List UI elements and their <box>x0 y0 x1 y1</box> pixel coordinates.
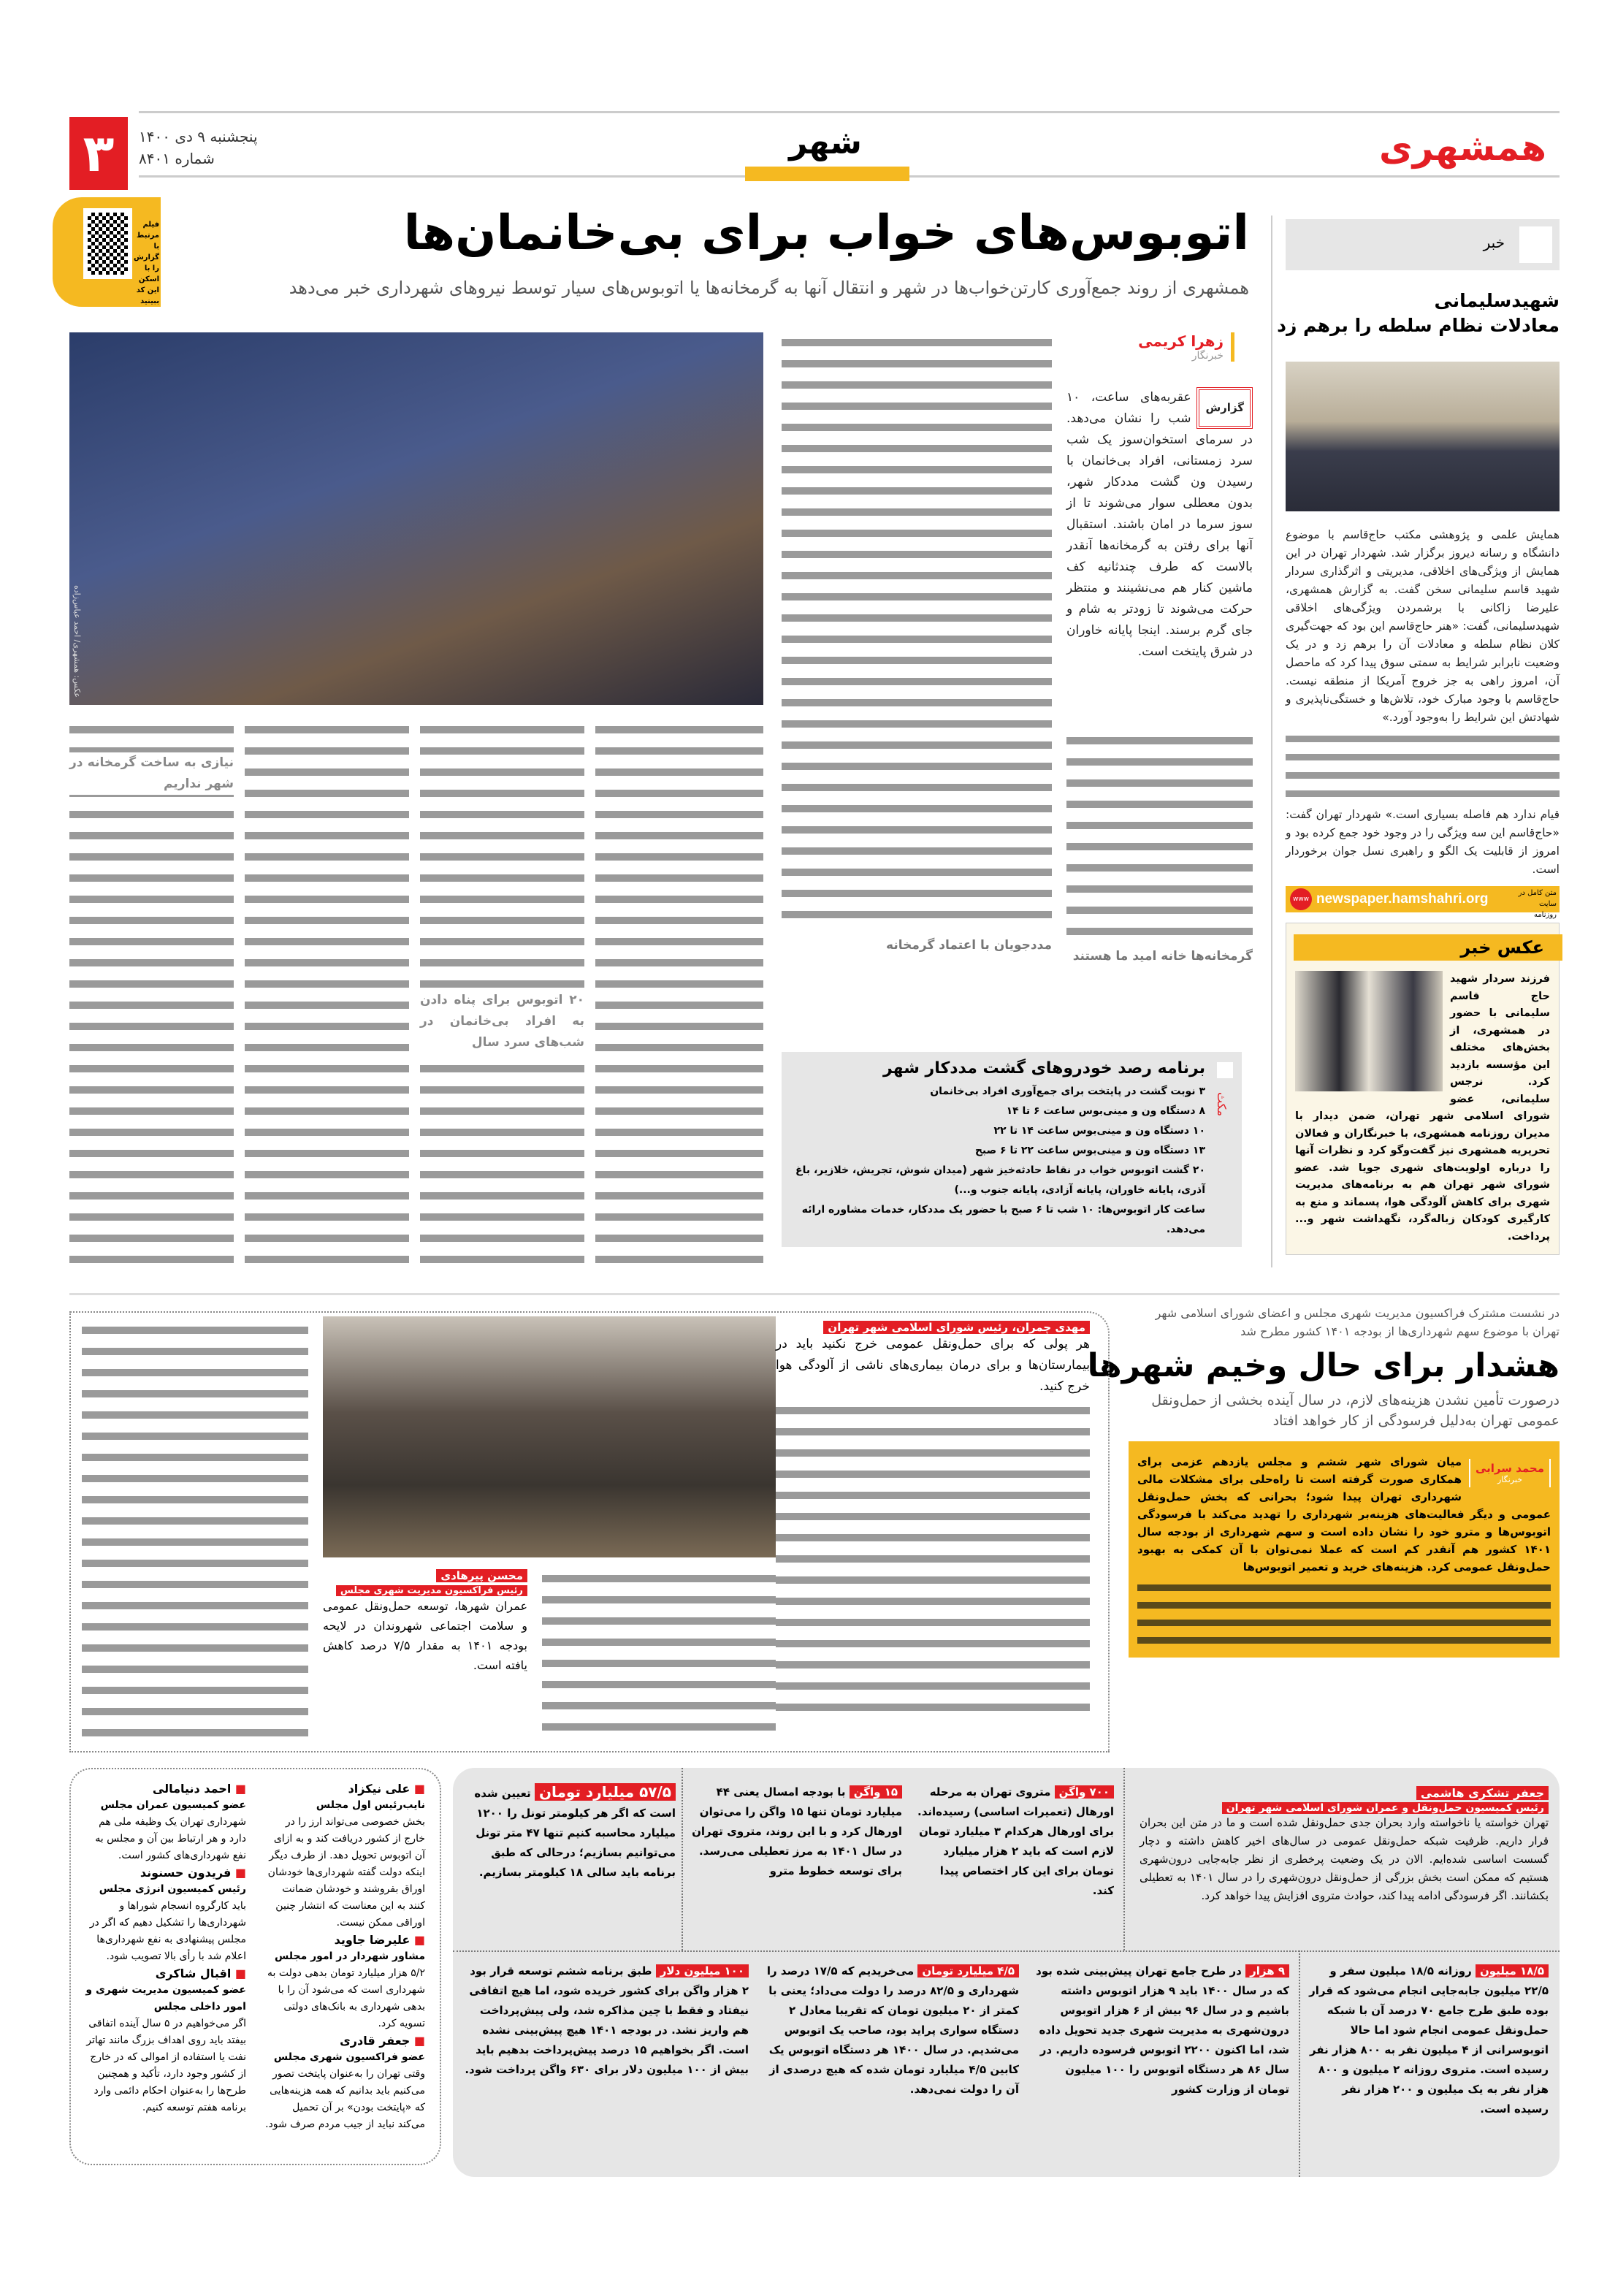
infobox-item: ۱۳ دستگاه ون و مینی‌بوس ساعت ۲۲ تا ۶ صبح <box>974 1145 1205 1156</box>
hashemi-quote <box>1140 1786 1549 1905</box>
infobox <box>782 1052 1242 1247</box>
stat-text: با بودجه امسال یعنی ۴۴ میلیارد تومان تنها ۱۵ واگن را می‌توان اورهال کرد و با این روند، متروی تهران در سال ۱۴۰۱ به مرز تعطیلی می‌رسد. برای توسعه خطوط مترو <box>692 1785 902 1877</box>
main-headline: اتوبوس‌های خواب برای بی‌خانمان‌ها <box>403 205 1249 261</box>
second-article <box>1087 1304 1560 1658</box>
mp-col-left <box>85 1780 246 2116</box>
sidebar-label-marker <box>1519 226 1552 263</box>
stat-highlight: ۹ هزار <box>1245 1964 1289 1977</box>
stats-divider <box>1299 1950 1300 2177</box>
mp-role: عضو فراکسیون شهری مجلس <box>273 2051 425 2063</box>
quote-chamran <box>776 1320 1090 1715</box>
second-kicker: در نشست مشترک فراکسیون مدیریت شهری مجلس و اعضای شورای اسلامی شهر تهران با موضوع سهم شهرداری‌ها از بودجه ۱۴۰۱ کشور مطرح شد <box>1155 1306 1560 1338</box>
stat-item <box>763 1961 1019 2099</box>
section-title: شهر <box>789 124 862 161</box>
mp-role: مشاور شهردار در امور مجلس <box>274 1950 425 1962</box>
mp-quotes-box <box>69 1768 441 2165</box>
photo-credit: عکس: همشهری/ احمد عباس‌زاده <box>72 585 82 698</box>
infobox-side-label: مکث <box>1215 1092 1229 1117</box>
second-subtitle: درصورت تأمین نشدن هزینه‌های لازم، در سال آینده بخشی از حمل‌ونقل عمومی تهران به‌دلیل فرسودگی از کار خواهد افتاد <box>1151 1392 1560 1429</box>
mp-quote: باید کارگروه انسجام شوراها و شهرداری‌ها را تشکیل دهیم که اگر در مجلس پیشنهادی به نفع شهرداری‌ها اعلام شد با رأی بالا تصویب شود. <box>89 1900 246 1962</box>
website-link-bar[interactable] <box>1286 886 1560 919</box>
article-column-3 <box>595 720 763 1275</box>
stat-text: تعیین شده است که اگر هر کیلومتر تونل را ۱۲۰۰ میلیارد محاسبه کنیم تنها ۴۷ متر تونل می‌توانیم بسازیم؛ درحالی که طبق برنامه باید سالی ۱۸ کیلومتر بسازیم. <box>474 1787 676 1879</box>
qr-callout <box>53 197 161 307</box>
second-author-role: خبرنگار <box>1497 1475 1522 1484</box>
infobox-title: برنامه رصد خودروهای گشت مددکار شهر <box>883 1059 1205 1078</box>
lead-text: عقربه‌های ساعت، ۱۰ شب را نشان می‌دهد. در سرمای استخوان‌سوز یک شب سرد زمستانی، افراد بی‌خانمان با رسیدن ون گشت مددکار شهر، بدون معطلی سوار می‌شوند تا از سوز سرما در امان باشند. استقبال آنها برای رفتن به گرمخانه‌ها آنقدر بالاست که طرف چندثانیه کف ماشین کنار هم می‌نشینند و منتظر حرکت می‌شوند تا زودتر به شام و جای گرم برسند. اینجا پایانه خاوران در شرق پایتخت است. <box>1066 390 1253 659</box>
quotes-box <box>69 1311 1110 1752</box>
stat-item <box>464 1782 676 1883</box>
quote-col-mid <box>542 1568 776 1744</box>
photo-news-text <box>1295 971 1550 1246</box>
mp-name: ■ علی نیکزاد <box>264 1780 425 1797</box>
stat-text: طبق برنامه ششم توسعه قرار بود ۲ هزار واگن برای کشور خریده شود، اما هیچ اتفاقی نیفتاد و فقط با چین مذاکره شد، ولی پیش‌پرداخت هم واریز نشد. در بودجه ۱۴۰۱ هیچ پیش‌بینی نشده است. اگر بخواهیم ۱۵ درصد پیش‌پرداخت بدهیم باید بیش از ۱۰۰ میلیون دلار برای ۶۳۰ واگن پرداخت شود. <box>465 1964 749 2076</box>
stats-divider <box>453 1950 1560 1952</box>
article-column-1-text <box>1066 731 1253 942</box>
mp-role: عضو کمیسیون عمران مجلس <box>100 1799 246 1811</box>
stat-highlight: ۱۵ واگن <box>850 1785 902 1799</box>
stat-item <box>464 1961 749 2080</box>
quote-pirhadi-text: عمران شهرها، توسعه حمل‌ونقل عمومی و سلامت اجتماعی شهروندان در لایحه بودجه ۱۴۰۱ به مقدار ۷/۵ درصد کاهش یافته است. <box>323 1599 527 1672</box>
photo-news-box <box>1286 923 1560 1255</box>
hashemi-role: رئیس کمیسیون حمل‌ونقل و عمران شورای اسلامی شهر تهران <box>1222 1802 1549 1814</box>
sidebar-body-cont <box>1286 730 1560 803</box>
author-name: زهرا کریمی <box>1138 332 1224 350</box>
quote-pirhadi-role: رئیس فراکسیون مدیریت شهری مجلس <box>336 1585 527 1596</box>
second-lead-box <box>1129 1441 1560 1658</box>
sidebar-flow <box>1286 526 1560 1255</box>
www-icon: www <box>1290 888 1312 910</box>
quote-col-left <box>82 1320 308 1744</box>
quote-pirhadi-name: محسن پیرهادی <box>436 1569 527 1582</box>
infobox-item: ۸ دستگاه ون و مینی‌بوس ساعت ۶ تا ۱۴ <box>1006 1105 1205 1117</box>
section-underline <box>745 167 909 181</box>
qr-code-icon[interactable] <box>83 208 132 279</box>
mp-name: ■ جعفر قادری <box>264 2032 425 2049</box>
website-link-label: متن کامل در سایت روزنامه <box>1518 889 1557 919</box>
date-text: پنجشنبه ۹ دی ۱۴۰۰ <box>139 128 258 145</box>
mp-quote: ۵/۲ هزار میلیارد تومان بدهی دولت به شهرداری است که می‌شود آن را با بدهی شهرداری به بانک‌های دولتی تسویه کرد. <box>267 1967 425 2029</box>
section-divider <box>69 1293 1560 1295</box>
stat-text: در طرح جامع تهران پیش‌بینی شده بود که در سال ۱۴۰۰ باید ۹ هزار اتوبوس داشته باشیم و در سال ۹۶ بیش از ۶ هزار اتوبوس درون‌شهری به مدیریت شهری جدید تحویل داده شد، اما اکنون ۲۲۰۰ اتوبوس فرسوده داریم. در سال ۸۶ هر دستگاه اتوبوس را ۱۰۰ میلیون تومان از وزارت کشور <box>1036 1964 1289 2096</box>
stat-text: متروی تهران به مرحله اورهال (تعمیرات اساسی) رسیده‌اند. برای اورهال هرکدام ۳ میلیارد تومان لازم است که باید ۲ هزار میلیارد تومان برای این کار اختصاص پیدا کند. <box>917 1785 1114 1897</box>
stat-text: می‌خریدیم که ۱۷/۵ درصد را شهرداری و ۸۲/۵ درصد را دولت می‌داد؛ یعنی با کمتر از ۲۰ میلیون تومان که تقریبا معادل ۲ دستگاه سواری پراید بود، صاحب یک اتوبوس می‌شدیم. در سال ۱۴۰۰ هر دستگاه اتوبوس یک کابین ۴/۵ میلیارد تومان شده که هیچ درصدی از آن را دولت نمی‌دهد. <box>766 1964 1019 2096</box>
article-column-5 <box>245 720 409 1275</box>
byline <box>1066 332 1256 362</box>
sidebar-body: همایش علمی و پژوهشی مکتب حاج‌قاسم با موضوع دانشگاه و رسانه دیروز برگزار شد. شهردار تهران در این همایش از ویژگی‌های اخلاقی، مدیریتی و اثرگذاری سردار شهید قاسم سلیمانی سخن گفت. به گزارش همشهری، علیرضا زاکانی با برشمردن ویژگی‌های اخلاقی شهیدسلیمانی، گفت: «هنر حاج‌قاسم این بود که جهت‌گیری کلان نظام سلطه و معادلات آن را برهم زد و در یک وضعیت نابرابر شرایط به سمتی سوق پیدا کرد که ماحصل آن، امروز راهی به جز خروج آمریکا از منطقه نیست. حاج‌قاسم با وجود مبارک خود، تلاش‌ها و خستگی‌ناپذیری و شهادتش این شرایط را به‌وجود آورد.» <box>1286 528 1560 724</box>
stats-divider <box>1123 1768 1125 1950</box>
article-lead <box>1066 387 1253 663</box>
bus-interior-photo <box>69 332 763 705</box>
header-rule-top <box>139 111 1560 113</box>
subhead-1: گرمخانه‌ها خانه امید ما هستند <box>1072 949 1253 964</box>
qr-caption: فیلم مرتبط با گزارش را با اسکن این کد ببینید <box>133 221 159 305</box>
mp-name: ■ فریدون حسنوند <box>85 1864 246 1881</box>
main-subtitle: همشهری از روند جمع‌آوری کارتن‌خواب‌ها در شهر و انتقال آنها به گرمخانه‌ها یا اتوبوس‌های سیار توسط نیروهای شهرداری خبر می‌دهد <box>289 278 1249 298</box>
author-role: خبرنگار <box>1191 350 1224 362</box>
stat-highlight: ۱۰۰ میلیون دلار <box>656 1964 749 1977</box>
hashemi-text: تهران خواسته یا ناخواسته وارد بحران جدی حمل‌ونقل شده است و ما در متن این بحران قرار داریم. ظرفیت شبکه حمل‌ونقل عمومی در سال‌های اخیر کاهش داشته و دچار گسست اساسی شده‌ایم. الان در یک وضعیت پرخطری از نظر جابه‌جایی درون‌شهری هستیم که ممکن است بخش بزرگی از حمل‌ونقل درون‌شهری را در سال ۱۴۰۱ به تعطیلی بکشانند. اگر فرسودگی ادامه پیدا کند، حوادث متروی افزایش پیدا خواهد کرد. <box>1140 1816 1549 1902</box>
stat-item <box>1034 1961 1289 2099</box>
mp-name: ■ اقبال شاکری <box>85 1965 246 1982</box>
article-column-6 <box>69 720 234 1275</box>
hashemi-name: جعفر تشکری هاشمی <box>1416 1786 1549 1800</box>
infobox-item: ۳ نوبت گشت در پایتخت برای جمع‌آوری افراد بی‌خانمان <box>930 1086 1205 1097</box>
sidebar-headline <box>1277 289 1560 338</box>
subhead-2: مددجویان با اعتماد گرمخانه <box>886 938 1052 953</box>
stats-box <box>453 1768 1560 2177</box>
quote-chamran-name: مهدی چمران، رئیس شورای اسلامی شهر تهران <box>823 1321 1090 1334</box>
stats-divider <box>682 1768 683 1950</box>
sidebar-label-box <box>1286 219 1560 270</box>
quote-chamran-cont <box>776 1400 1090 1715</box>
mp-role: رئیس کمیسیون انرژی مجلس <box>99 1883 246 1895</box>
sidebar-label: خبر <box>1483 234 1505 251</box>
page-number: ۳ <box>69 117 128 190</box>
mp-quote: اگر می‌خواهیم در ۵ سال آینده اتفاقی بیفتد باید روی اهداف بزرگ مانند تهاتر نفت یا استفاده از اموالی که در خارج از کشور وجود دارد، تأکید و همچنین طرح‌ها را به‌عنوان احکام دائمی وارد برنامه هفتم توسعه کنیم. <box>86 2018 246 2113</box>
sidebar-headline-line1: شهیدسلیمانی <box>1434 290 1560 311</box>
newspaper-logo[interactable]: همشهری <box>1378 126 1546 169</box>
quote-chamran-text: هر پولی که برای حمل‌ونقل عمومی خرج نکنید باید در بیمارستان‌ها و برای درمان بیماری‌های ناشی از آلودگی هوا خرج کنید. <box>776 1337 1090 1394</box>
stat-item <box>1308 1961 1549 2119</box>
stat-highlight: ۴/۵ میلیارد تومان <box>917 1964 1019 1977</box>
second-headline: هشدار برای حال وخیم شهرها <box>1087 1347 1560 1384</box>
second-author: محمد سرابی <box>1475 1462 1545 1475</box>
mp-role: نایب‌رئیس اول مجلس <box>316 1799 425 1811</box>
mp-quote: بخش خصوصی می‌تواند ارز را در خارج از کشور دریافت کند و به ازای آن اتوبوس تحویل دهد. از طرف دیگر اینکه دولت گفته شهرداری‌ها خودشان اوراق بفروشند و خودشان ضمانت کنند به این معناست که انتشار چنین اوراقی ممکن نیست. <box>267 1816 425 1929</box>
sidebar-photo <box>1286 362 1560 511</box>
infobox-list <box>789 1082 1205 1240</box>
photo-news-caption: فرزند سردار شهید حاج قاسم سلیمانی با حضور در همشهری، از بخش‌های مختلف این مؤسسه بازدید کرد. نرجس سلیمانی، عضو شورای اسلامی شهر تهران، ضمن دیدار با مدیران روزنامه همشهری، با خبرنگاران و فعالان تحریریه همشهری نیز گفت‌وگو کرد و نظرات آنها را درباره اولویت‌های شهری جویا شد. عضو شورای شهر تهران هم به برنامه‌های مدیریت شهری برای کاهش آلودگی هوا، پسماند و منع به کارگیری کودکان زباله‌گرد، نگهداشت شهر و... پرداخت. <box>1295 973 1550 1243</box>
sidebar-body-end: قیام ندارد هم فاصله بسیاری است.» شهردار تهران گفت: «حاج‌قاسم این سه ویژگی را در وجود خود جمع کرده بود و امروز از قابلیت یک الگو و راهبری نسل جوان برخوردار است. <box>1286 808 1560 876</box>
infobox-item: ساعت کار اتوبوس‌ها: ۱۰ شب تا ۶ صبح با حضور یک مددکار، خدمات مشاوره ارائه می‌دهد. <box>801 1204 1205 1235</box>
second-byline <box>1469 1459 1551 1487</box>
sidebar-headline-line2: معادلات نظام سلطه را برهم زد <box>1277 315 1560 336</box>
infobox-icon <box>1217 1062 1233 1078</box>
stat-text: روزانه ۱۸/۵ میلیون سفر و ۲۲/۵ میلیون جابه‌جایی انجام می‌شود که قرار بوده طبق طرح جامع ۷۰ درصد آن با شبکه حمل‌ونقل عمومی انجام شود اما حالا اتوبوسرانی از ۴ میلیون نفر به ۸۰۰ هزار نفر رسیده است. متروی روزانه ۲ میلیون و ۸۰۰ هزار نفر به یک میلیون و ۲۰۰ هزار نفر رسیده است. <box>1309 1964 1549 2116</box>
infobox-item: ۱۰ دستگاه ون و مینی‌بوس ساعت ۱۴ تا ۲۲ <box>993 1125 1205 1137</box>
stat-item <box>917 1782 1114 1901</box>
photo-news-image <box>1295 971 1443 1091</box>
mp-quote: شهرداری تهران یک وظیفه ملی هم دارد و هر ارتباط بین آن و مجلس به نفع شهرداری‌های کشور است. <box>95 1816 246 1861</box>
second-lead-cont <box>1137 1579 1551 1649</box>
stat-highlight: ۷۰۰ واگن <box>1055 1785 1114 1799</box>
mp-quote: وقتی تهران را به‌عنوان پایتخت تصور می‌کنیم باید بدانیم که همه هزینه‌هایی که «پایتخت بودن» بر آن تحمیل می‌کند نباید از جیب مردم صرف شود. <box>265 2068 425 2130</box>
council-meeting-photo <box>323 1316 776 1557</box>
website-link[interactable]: newspaper.hamshahri.org <box>1316 891 1489 907</box>
mp-role: عضو کمیسیون مدیریت شهری و امور داخلی مجلس <box>85 1984 246 2013</box>
subhead-4: نیازی به ساخت گرمخانه در شهر نداریم <box>69 752 234 795</box>
article-column-2-text <box>782 332 1052 931</box>
column-divider <box>1271 216 1272 1267</box>
mp-col-right <box>264 1780 425 2133</box>
infobox-item: ۲۰ گشت اتوبوس خواب در نقاط حادثه‌خیز شهر (میدان شوش، تجریش، خلازیر، باغ آذری، پایانه خاوران، پایانه آزادی، پایانه جنوب و...) <box>795 1164 1205 1196</box>
stat-highlight: ۵۷/۵ میلیارد تومان <box>535 1783 676 1801</box>
quote-pirhadi <box>323 1568 527 1675</box>
stat-item <box>690 1782 902 1881</box>
second-lead: میان شورای شهر ششم و مجلس یازدهم عزمی برای همکاری صورت گرفته است تا راه‌حلی برای مشکلات مالی شهرداری تهران پیدا شود؛ بحرانی که بخش حمل‌ونقل عمومی و دیگر فعالیت‌های هزینه‌بر شهرداری را تهدید می‌کند با فرسودگی اتوبوس‌ها و مترو خود را نشان داده است و سهم شهرداری از بودجه سال ۱۴۰۱ کشور هم آنقدر کم است که عملا نمی‌توان با آن کمکی به بهبود حمل‌ونقل عمومی کرد. هزینه‌های خرید و تعمیر اتوبوس‌ها <box>1137 1455 1551 1574</box>
issue-number: شماره ۸۴۰۱ <box>139 150 215 167</box>
report-tag: گزارش <box>1196 387 1253 429</box>
subhead-3: ۲۰ اتوبوس برای پناه دادن به افراد بی‌خانمان در شب‌های سرد سال <box>420 990 584 1053</box>
issue-date <box>139 126 258 169</box>
photo-news-title: عکس خبر <box>1294 934 1562 961</box>
stat-highlight: ۱۸/۵ میلیون <box>1476 1964 1549 1977</box>
mp-name: ■ علیرضا جاوید <box>264 1931 425 1948</box>
mp-name: ■ احمد دنیامالی <box>85 1780 246 1797</box>
